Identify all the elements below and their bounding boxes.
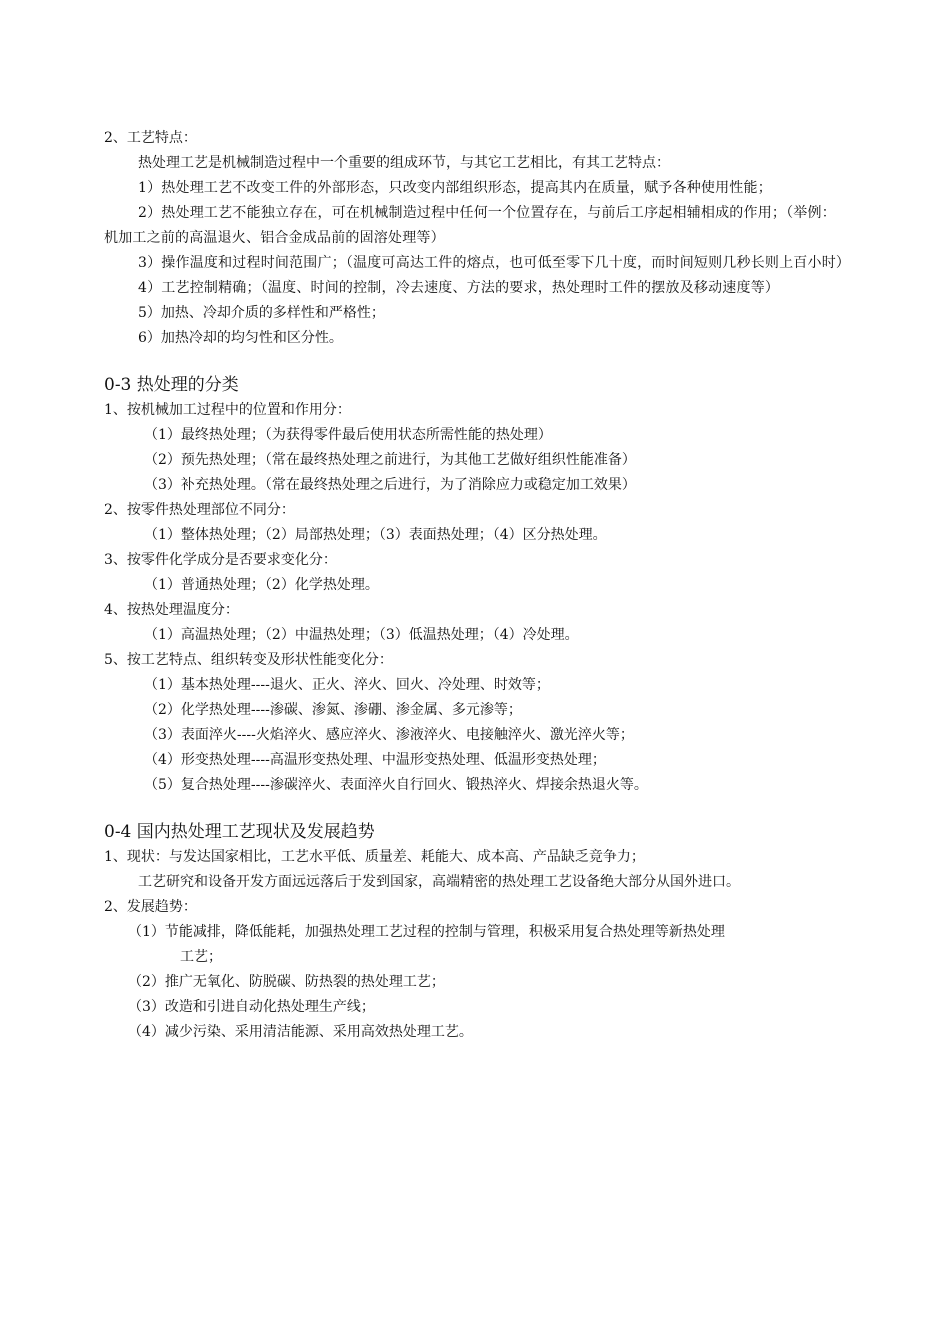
list-item: 2）热处理工艺不能独立存在，可在机械制造过程中任何一个位置存在，与前后工序起相辅相成的作用；（举例：机加工之前的高温退火、铝合金成品前的固溶处理等） xyxy=(104,205,836,246)
group-title: 4、按热处理温度分： xyxy=(104,602,239,618)
list-item: （3）改造和引进自动化热处理生产线； xyxy=(128,999,375,1015)
section-heading: 0-4 国内热处理工艺现状及发展趋势 xyxy=(104,822,375,842)
list-item: （1）基本热处理----退火、正火、淬火、回火、冷处理、时效等； xyxy=(144,677,550,693)
paragraph: 工艺研究和设备开发方面远远落后于发到国家，高端精密的热处理工艺设备绝大部分从国外进口。 xyxy=(138,874,740,890)
status-title: 1、现状：与发达国家相比，工艺水平低、质量差、耗能大、成本高、产品缺乏竞争力； xyxy=(104,849,645,865)
list-item: （1）整体热处理；（2）局部热处理；（3）表面热处理；（4）区分热处理。 xyxy=(144,527,607,543)
list-item xyxy=(104,920,849,970)
list-item: （4）形变热处理----高温形变热处理、中温形变热处理、低温形变热处理； xyxy=(144,752,606,768)
group-title: 5、按工艺特点、组织转变及形状性能变化分： xyxy=(104,652,393,668)
section-title: 2、工艺特点： xyxy=(104,130,197,146)
paragraph: 热处理工艺是机械制造过程中一个重要的组成环节，与其它工艺相比，有其工艺特点： xyxy=(138,155,670,171)
section-heading: 0-3 热处理的分类 xyxy=(104,375,239,395)
list-item: （1）最终热处理；（为获得零件最后使用状态所需性能的热处理） xyxy=(144,427,552,443)
list-item: 4）工艺控制精确；（温度、时间的控制，冷去速度、方法的要求，热处理时工件的摆放及移动速度等） xyxy=(138,280,780,296)
list-item-continuation: 工艺； xyxy=(180,949,222,965)
list-item: 3）操作温度和过程时间范围广；（温度可高达工件的熔点，也可低至零下几十度，而时间短则几秒长则上百小时） xyxy=(138,255,851,271)
list-item: （1）高温热处理；（2）中温热处理；（3）低温热处理；（4）冷处理。 xyxy=(144,627,579,643)
list-item: 6）加热冷却的均匀性和区分性。 xyxy=(138,330,343,346)
list-item: （4）减少污染、采用清洁能源、采用高效热处理工艺。 xyxy=(128,1024,473,1040)
trend-title: 2、发展趋势： xyxy=(104,899,197,915)
list-item: （5）复合热处理----渗碳淬火、表面淬火自行回火、锻热淬火、焊接余热退火等。 xyxy=(144,777,648,793)
list-item: 1）热处理工艺不改变工件的外部形态，只改变内部组织形态，提高其内在质量，赋予各种使用性能； xyxy=(138,180,772,196)
list-item: （3）表面淬火----火焰淬火、感应淬火、渗液淬火、电接触淬火、激光淬火等； xyxy=(144,727,634,743)
list-item: 5）加热、冷却介质的多样性和严格性； xyxy=(138,305,385,321)
list-item-text: （1）节能减排，降低能耗，加强热处理工艺过程的控制与管理，积极采用复合热处理等新热处理 xyxy=(128,924,725,940)
list-item: （3）补充热处理。（常在最终热处理之后进行，为了消除应力或稳定加工效果） xyxy=(144,477,636,493)
list-item: （2）化学热处理----渗碳、渗氮、渗硼、渗金属、多元渗等； xyxy=(144,702,522,718)
list-item: （2）预先热处理；（常在最终热处理之前进行，为其他工艺做好组织性能准备） xyxy=(144,452,636,468)
group-title: 3、按零件化学成分是否要求变化分： xyxy=(104,552,337,568)
group-title: 1、按机械加工过程中的位置和作用分： xyxy=(104,402,351,418)
document-body xyxy=(104,126,849,1045)
group-title: 2、按零件热处理部位不同分： xyxy=(104,502,295,518)
list-item: （2）推广无氧化、防脱碳、防热裂的热处理工艺； xyxy=(128,974,445,990)
list-item: （1）普通热处理；（2）化学热处理。 xyxy=(144,577,379,593)
